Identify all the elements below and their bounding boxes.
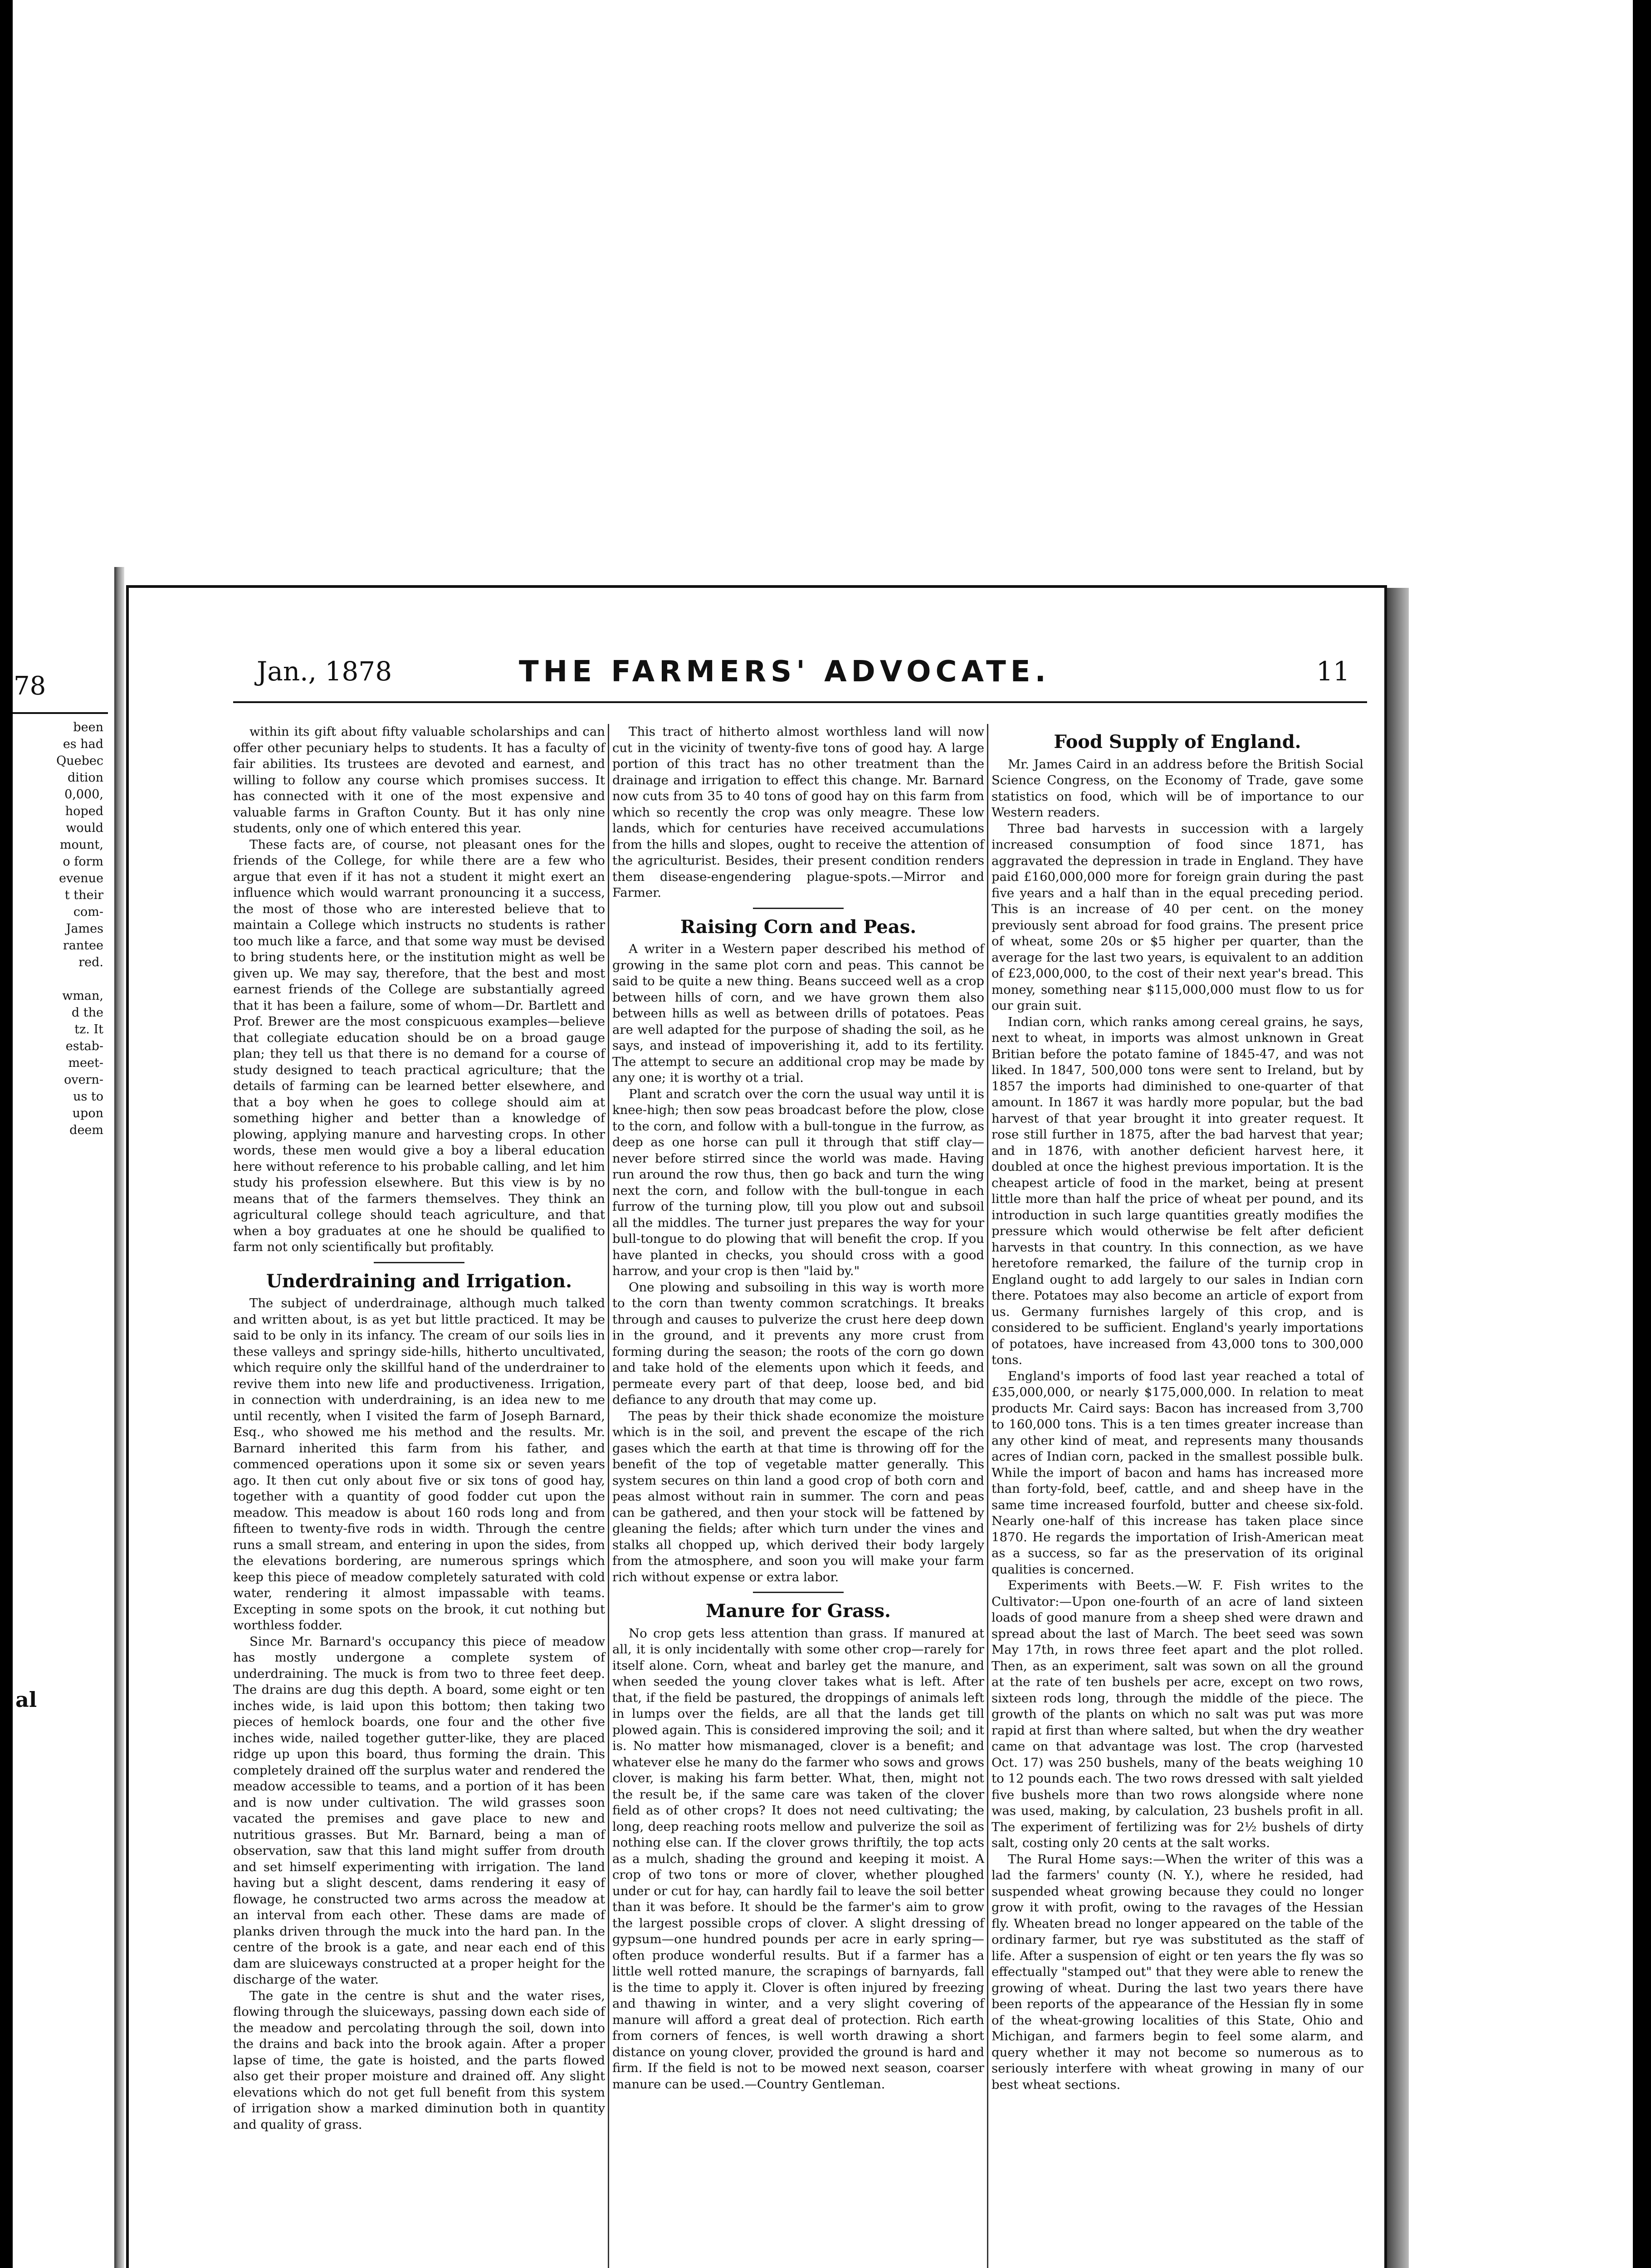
previous-page-heading: al [15, 1687, 37, 1712]
newspaper-page [126, 585, 1387, 2268]
article-paragraph: A writer in a Western paper described his method of growing in the same plot corn and peas. This cannot be said to be quite a new thing. Beans succeed well as a crop between hills of corn, and we have grown them also between hills as well as between drills of potatoes. Peas are well adapted for the purpose of shading the soil, as he says, and instead of impoverishing it, add to its fertility. The attempt to secure an additional crop may be made by any one; it is worthy ot a trial. [612, 942, 984, 1085]
article-paragraph: No crop gets less attention than grass. If manured at all, it is only incidentally with some other crop—rarely for itself alone. Corn, wheat and barley get the manure, and when seeded the young clover takes what is left. After that, if the field be pastured, the droppings of animals left in lumps over the fields, are all that the lands get till plowed again. This is considered improving the soil; and it is. No matter how mismanaged, clover is a benefit; and whatever else he many do the farmer who sows and grows clover, is making his farm better. What, then, might not the result be, if the same care was taken of the clover field as of other crops? It does not need cultivating; the long, deep reaching roots mellow and pulverize the soil as nothing else can. If the clover grows thriftily, the top acts as a mulch, shading the ground and keeping it moist. A crop of two tons or more of clover, whether ploughed under or cut for hay, can hardly fail to leave the soil better than it was before. It should be the farmer's aim to grow the largest possible crops of clover. A slight dressing of gypsum—one hundred pounds per acre in early spring—often produce wonderful results. But if a farmer has a little well rotted manure, the scrapings of barnyards, fall is the time to apply it. Clover is often injured by freezing and thawing in winter, and a very slight covering of manure will afford a great deal of protection. Rich earth from corners of fences, is well worth drawing a short distance on young clover, provided the ground is hard and firm. If the field is not to be mowed next season, coarser manure can be used.—Country Gentleman. [612, 1626, 984, 2092]
column-divider [608, 724, 609, 2268]
page-header [129, 588, 1384, 692]
page-number: 11 [1316, 656, 1350, 687]
page-spine [114, 567, 124, 2268]
article-paragraph: The Rural Home says:—When the writer of this was a lad the farmers' county (N. Y.), where he resided, had suspended wheat growing because they could no longer grow it with profit, owing to the ravages of the Hessian fly. Wheaten bread no longer appeared on the table of the ordinary farmer, but rye was substituted as the staff of life. After a suspension of eight or ten years the fly was so effectually "stamped out" that they were able to renew the growing of wheat. During the last two years there have been reports of the appearance of the Hessian fly in some of the wheat-growing localities of this State, Ohio and Michigan, and farmers begin to feel some alarm, and query whether it may not become so numerous as to seriously interfere with wheat growing in many of our best wheat sections. [992, 1852, 1363, 2092]
article-heading: Food Supply of England. [1054, 731, 1301, 753]
column-middle [612, 724, 984, 2092]
article-paragraph: One plowing and subsoiling in this way is worth more to the corn than twenty common scratchings. It breaks through and causes to pulverize the crust here deep down in the ground, and it prevents any more crust from forming during the season; the roots of the corn go down and take hold of the elements upon which it feeds, and permeate every part of that deep, loose bed, and bid defiance to any drouth that may come up. [612, 1280, 984, 1407]
article-paragraph: Indian corn, which ranks among cereal grains, he says, next to wheat, in imports was almost unknown in Great Britian before the potato famine of 1845-47, and was not liked. In 1847, 500,000 tons were sent to Ireland, but by 1857 the imports had diminished to one-quarter of that amount. In 1867 it was hardly more popular, but the bad harvest of that year brought it into greater request. It rose still further in 1875, after the bad harvest that year; and in 1876, with another deficient harvest here, it doubled at once the highest previous importation. It is the cheapest article of food in the market, being at present little more than half the price of wheat per pound, and its introduction in such large quantities greatly modifies the pressure which would otherwise be felt after deficient harvests in that country. In this connection, as we have heretofore remarked, the failure of the turnip crop in England ought to add largely to our sales in Indian corn there. Potatoes may also become an article of export from us. Germany furnishes largely of this crop, and is considered to be sufficient. England's yearly importations of potatoes, have increased from 43,000 tons to 300,000 tons. [992, 1014, 1363, 1367]
article-paragraph: Three bad harvests in succession with a largely increased consumption of food since 1871, has aggravated the depression in trade in England. They have paid £160,000,000 more for foreign grain during the past five years and a half than in the equal preceding period. This is an increase of 40 per cent. on the money previously sent abroad for food grains. The present price of wheat, some 20s or $5 higher per quarter, than the average for the last two years, is equivalent to an addition of £23,000,000, to the cost of their next year's bread. This money, something near $115,000,000 must flow to us for our grain suit. [992, 821, 1363, 1013]
article-paragraph: These facts are, of course, not pleasant ones for the friends of the College, for while there are a few who argue that even if it has not a student it might exert an influence which would warrant pronouncing it a success, the most of those who are interested believe that to maintain a College which instructs no students is rather too much like a farce, and that some way must be devised to bring students here, or the institution might as well be given up. We may say, therefore, that the best and most earnest friends of the College are substantially agreed that it has been a failure, some of whom—Dr. Bartlett and Prof. Brewer are the most conspicuous examples—believe that collegiate education should be on a broad gauge plan; they tell us that there is no demand for a course of study designed to teach practical agriculture; that the details of farming can be learned better elsewhere, and that a boy when he goes to college should aim at something higher and better than a knowledge of plowing, applying manure and harvesting crops. In other words, these men would give a boy a liberal education here without reference to his probable calling, and let him study his profession elsewhere. But this view is by no means that of the farmers themselves. They think an agricultural college should teach agriculture, and that when a boy graduates at one he should be qualified to farm not only scientifically but profitably. [233, 837, 605, 1254]
article-paragraph: This tract of hitherto almost worthless land will now cut in the vicinity of twenty-five tons of good hay. A large portion of this tract has no other treatment than the drainage and irrigation to effect this change. Mr. Barnard now cuts from 35 to 40 tons of good hay on this farm from which so recently the crop was only meagre. These low lands, which for centuries have received accumulations from the hills and slopes, ought to receive the attention of the agriculturist. Besides, their present condition renders them disease-engendering plague-spots.—Mirror and Farmer. [612, 724, 984, 900]
article-paragraph: Mr. James Caird in an address before the British Social Science Congress, on the Economy of Trade, gave some statistics on food, which will be of importance to our Western readers. [992, 757, 1363, 820]
article-separator [374, 1262, 464, 1263]
column-divider [987, 724, 988, 2268]
scan-edge-right [1633, 0, 1651, 2268]
article-paragraph: The subject of underdrainage, although much talked and written about, is as yet but little practiced. It may be said to be only in its infancy. The cream of our soils lies in these valleys and springy side-hills, hitherto uncultivated, which require only the skillful hand of the underdrainer to revive them into new life and productiveness. Irrigation, in connection with underdraining, is an idea new to me until recently, when I visited the farm of Joseph Barnard, Esq., who showed me his method and the results. Mr. Barnard inherited this farm from his father, and commenced operations upon it some six or seven years ago. It then cut only about five or six tons of good hay, together with a quantity of good fodder cut upon the meadow. This meadow is about 160 rods long and from fifteen to twenty-five rods in width. Through the centre runs a small stream, and entering in upon the sides, from the elevations bordering, are numerous springs which keep this piece of meadow completely saturated with cold water, rendering it almost impassable with teams. Excepting in some spots on the brook, it cut nothing but worthless fodder. [233, 1296, 605, 1633]
article-separator [753, 1592, 844, 1593]
previous-page-number: 78 [14, 671, 46, 701]
article-heading: Underdraining and Irrigation. [266, 1270, 572, 1292]
article-heading: Raising Corn and Peas. [680, 916, 917, 938]
column-right [992, 724, 1363, 2093]
previous-page-text: been es had Quebec dition 0,000, hoped would mount, o form evenue t their com- James rantee red. wman, d the tz. It estab- meet- overn- us to upon deem [56, 720, 103, 1137]
article-paragraph: Experiments with Beets.—W. F. Fish writes to the Cultivator:—Upon one-fourth of an acre of land sixteen loads of good manure from a sheep shed were drawn and spread about the last of March. The beet seed was sown May 17th, in rows three feet apart and the plot rolled. Then, as an experiment, salt was sown on all the ground at the rate of ten bushels per acre, except on two rows, sixteen rods long, through the middle of the piece. The growth of the plants on which no salt was put was more rapid at first than where salted, but when the dry weather came on that advantage was lost. The crop (harvested Oct. 17) was 250 bushels, many of the beats weighing 10 to 12 pounds each. The two rows dressed with salt yielded five bushels more than two rows alongside where none was used, making, by calculation, 23 bushels profit in all. The experiment of fertilizing was for 2½ bushels of dirty salt, costing only 20 cents at the salt works. [992, 1578, 1363, 1850]
article-paragraph: Since Mr. Barnard's occupancy this piece of meadow has mostly undergone a complete system of underdraining. The muck is from two to three feet deep. The drains are dug this depth. A board, some eight or ten inches wide, is laid upon this bottom; then taking two pieces of hemlock boards, one four and the other five inches wide, nailed together gutter-like, they are placed ridge up upon this board, thus forming the drain. This completely drained off the surplus water and rendered the meadow accessible to teams, and a portion of it has been and is now under cultivation. The wild grasses soon vacated the premises and gave place to new and nutritious grasses. But Mr. Barnard, being a man of observation, saw that this land might suffer from drouth and set himself experimenting with irrigation. The land having but a slight descent, dams rendering it easy of flowage, he constructed two arms across the meadow at an interval from each other. These dams are made of planks driven through the muck into the hard pan. In the centre of the brook is a gate, and near each end of this dam are sluiceways constructed at a proper height for the discharge of the water. [233, 1634, 605, 1987]
header-rule [233, 701, 1367, 703]
page-edge-shadow [1387, 588, 1409, 2268]
article-heading: Manure for Grass. [706, 1600, 891, 1622]
scan-edge-left [0, 0, 13, 2268]
article-paragraph: Plant and scratch over the corn the usual way until it is knee-high; then sow peas broadcast before the plow, close to the corn, and follow with a bull-tongue in the furrow, as deep as one horse can pull it through that stiff clay—never before stirred since the world was made. Having run around the row thus, then go back and turn the wing next the corn, and follow with the bull-tongue in each furrow of the turning plow, till you plow out and subsoil all the middles. The turner just prepares the way for your bull-tongue to do plowing that will benefit the crop. If you have planted in checks, you should cross with a good harrow, and your crop is then "laid by." [612, 1086, 984, 1278]
previous-page-rule [13, 712, 108, 714]
article-paragraph: The gate in the centre is shut and the water rises, flowing through the sluiceways, passing down each side of the meadow and percolating through the soil, down into the drains and back into the brook again. After a proper lapse of time, the gate is hoisted, and the parts flowed also get their proper moisture and drained off. Any slight elevations which do not get full benefit from this system of irrigation show a marked diminution both in quantity and quality of grass. [233, 1988, 605, 2132]
issue-date: Jan., 1878 [257, 656, 392, 687]
article-paragraph: within its gift about fifty valuable scholarships and can offer other pecuniary helps to students. It has a faculty of fair abilities. Its trustees are devoted and earnest, and willing to follow any course which promises success. It has connected with it one of the most expensive and valuable farms in Grafton County. But it has only nine students, only one of which entered this year. [233, 724, 605, 836]
previous-page-fragment [13, 535, 108, 2123]
article-paragraph: England's imports of food last year reached a total of £35,000,000, or nearly $175,000,000. In relation to meat products Mr. Caird says: Bacon has increased from 3,700 to 160,000 tons. This is a ten times greater increase than any other kind of meat, and represents many thousands acres of Indian corn, packed in the smallest possible bulk. While the import of bacon and hams has increased more than forty-fold, beef, cattle, and and sheep have in the same time increased fourfold, butter and cheese six-fold. Nearly one-half of this increase has taken place since 1870. He regards the importation of Irish-American meat as a success, so far as the preservation of its original qualities is concerned. [992, 1369, 1363, 1577]
article-paragraph: The peas by their thick shade economize the moisture which is in the soil, and prevent the escape of the rich gases which the earth at that time is throwing off for the benefit of the top of vegetable matter generally. This system secures on thin land a good crop of both corn and peas almost without rain in summer. The corn and peas can be gathered, and then your stock will be fattened by gleaning the fields; after which turn under the vines and stalks all chopped up, which derived their body largely from the atmosphere, and soon you will make your farm rich without expense or extra labor. [612, 1408, 984, 1584]
column-left [233, 724, 605, 2133]
masthead-title: THE FARMERS' ADVOCATE. [519, 655, 1050, 689]
article-separator [753, 908, 844, 909]
